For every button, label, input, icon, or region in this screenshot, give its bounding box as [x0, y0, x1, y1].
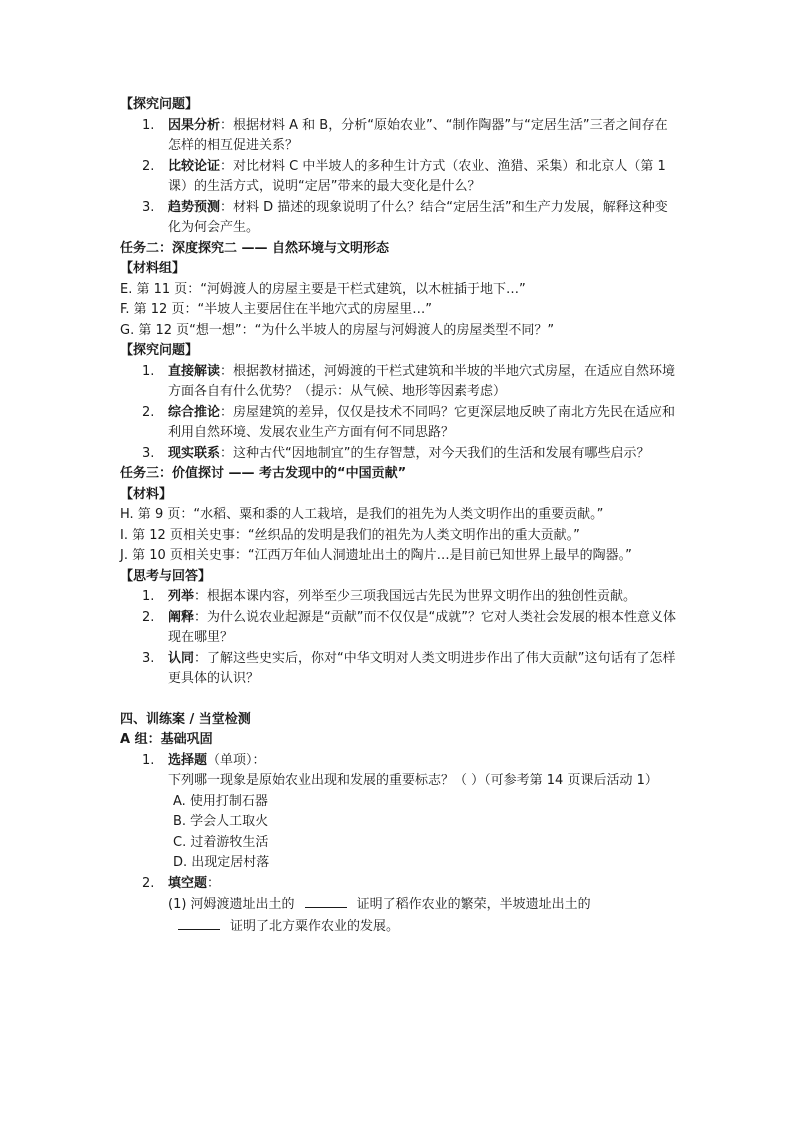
explore-heading-1: 【探究问题】 [120, 97, 199, 112]
task2-item-number: 3. [142, 445, 155, 461]
task2-item-text: ：根据教材描述，河姆渡的干栏式建筑和半坡的半地穴式房屋，在适应自然环境方面各自有什么优势？（提示：从气候、地形等因素考虑） [168, 363, 676, 399]
fill-text-b: 证明了稻作农业的繁荣，半坡遗址出土的 [356, 897, 591, 912]
task3-title: 任务三：价值探讨 —— 考古发现中的“中国贡献” [120, 466, 407, 481]
material-line: G. 第 12 页“想一想”：“为什么半坡人的房屋与河姆渡人的房屋类型不同？” [120, 322, 555, 338]
section-gap [120, 690, 680, 710]
fill-text-c: 证明了北方粟作农业的发展。 [230, 918, 400, 934]
explore1-item [120, 198, 680, 239]
choice-option: A. 使用打制石器 [173, 793, 268, 809]
explore1-item-number: 1. [142, 117, 155, 133]
task2-item-label: 直接解读 [168, 363, 221, 379]
explore1-item-body [168, 198, 680, 239]
question-2-label: 填空题 [168, 875, 208, 891]
question-1-stem-spacer [120, 771, 168, 792]
question-2 [120, 874, 680, 895]
question-1 [120, 751, 680, 772]
fill-blank-2[interactable] [178, 916, 220, 930]
explore1-item-label: 趋势预测 [168, 199, 221, 215]
task2-item-number: 2. [142, 404, 155, 420]
group-a-title: A 组：基础巩固 [120, 732, 213, 747]
explore1-item-number: 2. [142, 158, 155, 174]
task2-item-body [168, 403, 680, 444]
material-line: I. 第 12 页相关史事：“丝织品的发明是我们的祖先为人类文明作出的重大贡献。” [120, 527, 580, 543]
task2-item [120, 444, 680, 465]
task2-materials-heading: 【材料组】 [120, 261, 186, 276]
document-content [120, 95, 680, 937]
task2-item-number: 1. [142, 363, 155, 379]
explore1-item-body [168, 116, 680, 157]
explore1-item-label: 因果分析 [168, 117, 221, 133]
task3-item-label: 阐释 [168, 609, 195, 625]
task3-item-number: 3. [142, 650, 155, 666]
task3-item-body [168, 649, 680, 690]
task2-item-label: 现实联系 [168, 445, 221, 461]
task3-think-list [120, 587, 680, 690]
question-2-header [168, 874, 680, 895]
question-2-number: 2. [142, 875, 155, 891]
task3-materials-heading: 【材料】 [120, 486, 173, 502]
question-1-label: 选择题 [168, 752, 208, 768]
task2-materials [120, 280, 680, 342]
material-line: H. 第 9 页：“水稻、粟和黍的人工栽培，是我们的祖先为人类文明作出的重要贡献。” [120, 507, 604, 522]
question-2-part-1-spacer [120, 894, 168, 937]
question-2-suffix: ： [207, 875, 221, 891]
task2-item-body [168, 362, 680, 403]
question-1-stem-row [120, 771, 680, 792]
fill-text-a: (1) 河姆渡遗址出土的 [168, 897, 295, 912]
question-2-part-1 [120, 894, 680, 937]
task2-item-text: ：这种古代“因地制宜”的生存智慧，对今天我们的生活和发展有哪些启示？ [220, 445, 650, 461]
task3-item-body [168, 587, 680, 608]
explore1-item-number: 3. [142, 199, 155, 215]
task3-item-label: 认同 [168, 650, 195, 666]
choice-option: D. 出现定居村落 [173, 855, 270, 870]
task2-item-label: 综合推论 [168, 404, 221, 420]
task2-item [120, 403, 680, 444]
task2-item-text: ：房屋建筑的差异，仅仅是技术不同吗？它更深层地反映了南北方先民在适应和利用自然环境、发展农业生产方面有何不同思路？ [168, 404, 676, 440]
explore1-item-text: ：根据材料 A 和 B，分析“原始农业”、“制作陶器”与“定居生活”三者之间存在怎样的相互促进关系？ [168, 117, 668, 153]
task3-item-text: ：为什么说农业起源是“贡献”而不仅仅是“成就”？它对人类社会发展的根本性意义体现在哪里？ [168, 609, 676, 645]
task3-item-label: 列举 [168, 589, 195, 604]
explore-list-1 [120, 116, 680, 239]
question-1-number: 1. [142, 752, 155, 768]
explore1-item-label: 比较论证 [168, 158, 221, 174]
task2-item [120, 362, 680, 403]
explore1-item [120, 116, 680, 157]
material-line: J. 第 10 页相关史事：“江西万年仙人洞遗址出土的陶片…是目前已知世界上最早的陶器。” [120, 548, 632, 563]
task3-item [120, 587, 680, 608]
task2-explore-heading: 【探究问题】 [120, 343, 199, 358]
explore1-item [120, 157, 680, 198]
question-1-options [120, 792, 680, 874]
material-line: E. 第 11 页：“河姆渡人的房屋主要是干栏式建筑，以木桩插于地下…” [120, 281, 526, 297]
task3-think-heading: 【思考与回答】 [120, 568, 212, 584]
task3-item-body [168, 608, 680, 649]
task2-title: 任务二：深度探究二 —— 自然环境与文明形态 [120, 240, 390, 256]
task3-materials [120, 505, 680, 567]
task3-item-text: ：了解这些史实后，你对“中华文明对人类文明进步作出了伟大贡献”这句话有了怎样更具体的认识？ [168, 650, 676, 686]
task3-item-number: 1. [142, 589, 155, 604]
question-1-header [168, 751, 680, 772]
section4-title: 四、训练案 / 当堂检测 [120, 711, 251, 727]
question-1-stem: 下列哪一现象是原始农业出现和发展的重要标志？（ ）（可参考第 14 页课后活动 1） [168, 773, 658, 788]
task3-item-number: 2. [142, 609, 155, 625]
question-2-part-1-text [168, 894, 680, 937]
task2-item-body [168, 444, 680, 465]
choice-option: B. 学会人工取火 [173, 814, 269, 829]
task3-item [120, 649, 680, 690]
choice-option: C. 过着游牧生活 [173, 834, 269, 850]
explore1-item-text: ：对比材料 C 中半坡人的多种生计方式（农业、渔猎、采集）和北京人（第 1 课）的生活方式，说明“定居”带来的最大变化是什么？ [168, 158, 666, 194]
task2-explore-list [120, 362, 680, 465]
task3-item-text: ：根据本课内容，列举至少三项我国远古先民为世界文明作出的独创性贡献。 [194, 589, 637, 604]
task3-item [120, 608, 680, 649]
material-line: F. 第 12 页：“半坡人主要居住在半地穴式的房屋里…” [120, 302, 432, 317]
fill-blank-1[interactable] [305, 894, 347, 908]
question-1-suffix: （单项）： [207, 752, 266, 768]
explore1-item-body [168, 157, 680, 198]
explore1-item-text: ：材料 D 描述的现象说明了什么？结合“定居生活”和生产力发展，解释这种变化为何会产生。 [168, 199, 668, 235]
